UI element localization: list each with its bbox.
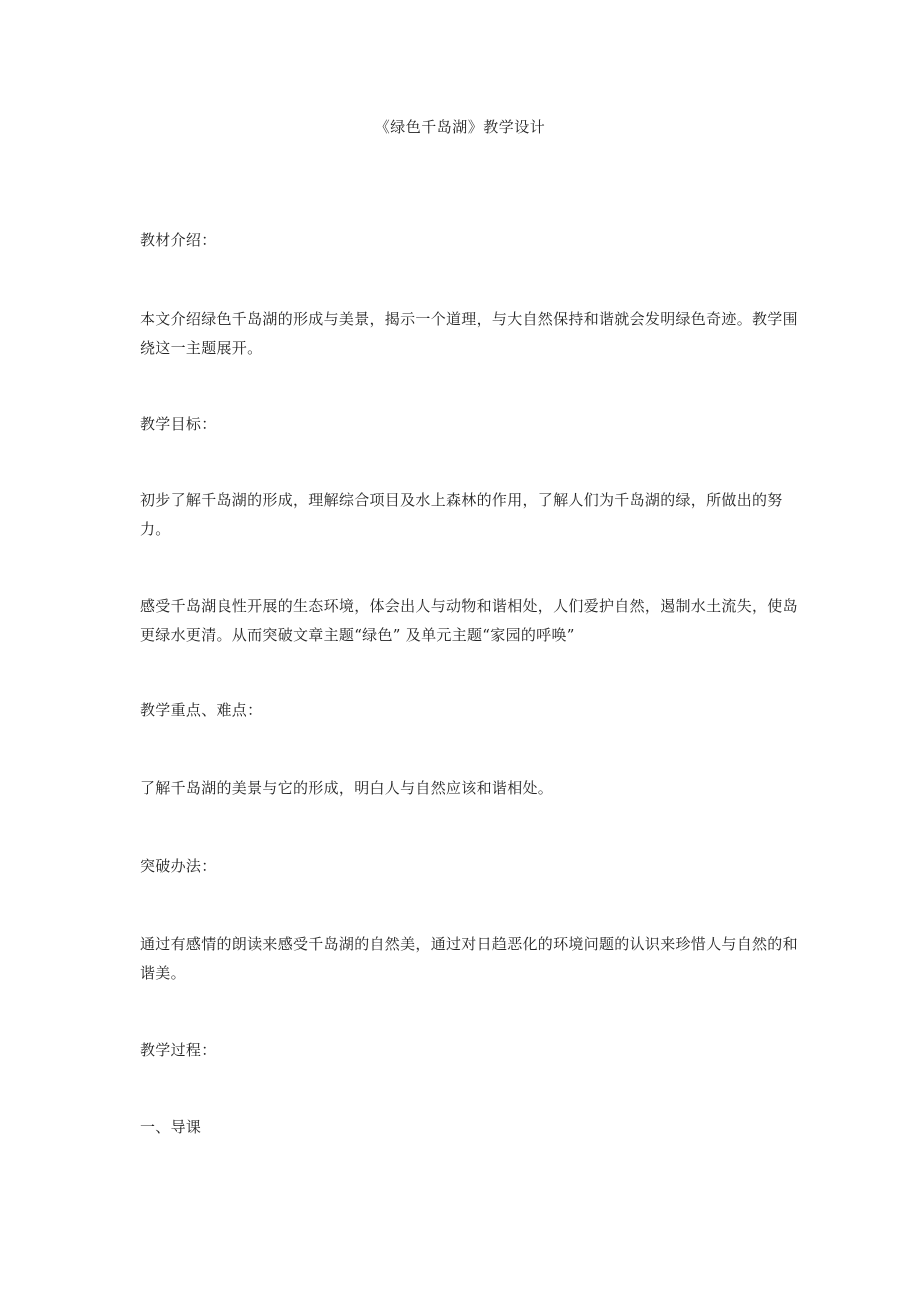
document-title: 《绿色千岛湖》教学设计 [374, 118, 546, 136]
section-heading-teaching-process: 教学过程： [140, 1041, 217, 1059]
section-heading-approach: 突破办法： [140, 857, 217, 875]
section-heading-material-intro: 教材介绍： [140, 231, 217, 249]
subsection-heading-intro: 一、导课 [140, 1118, 202, 1136]
paragraph-goal-1: 初步了解千岛湖的形成，理解综合项目及水上森林的作用，了解人们为千岛湖的绿，所做出的努力。 [140, 491, 783, 538]
paragraph-approach: 通过有感情的朗读来感受千岛湖的自然美，通过对日趋恶化的环境问题的认识来珍惜人与自然的和谐美。 [140, 935, 798, 982]
paragraph-goal-2: 感受千岛湖良性开展的生态环境，体会出人与动物和谐相处，人们爱护自然，遏制水土流失，使岛更绿水更清。从而突破文章主题“绿色” 及单元主题“家园的呼唤” [140, 597, 798, 644]
paragraph-key-points: 了解千岛湖的美景与它的形成，明白人与自然应该和谐相处。 [140, 779, 554, 797]
paragraph-material-intro: 本文介绍绿色千岛湖的形成与美景，揭示一个道理，与大自然保持和谐就会发明绿色奇迹。教学围绕这一主题展开。 [140, 310, 798, 357]
section-heading-teaching-goals: 教学目标： [140, 415, 217, 433]
section-heading-key-points: 教学重点、难点： [140, 701, 263, 719]
